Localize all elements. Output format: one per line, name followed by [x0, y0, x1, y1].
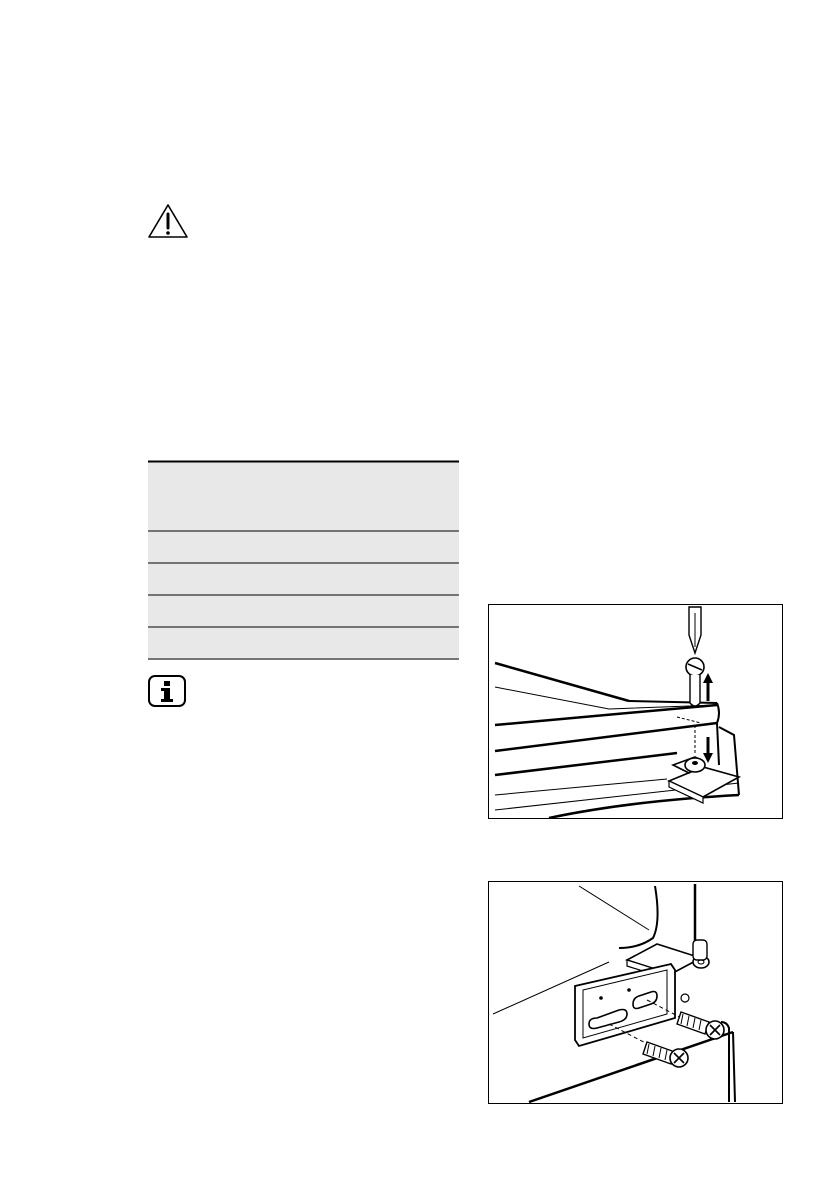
warning-icon	[147, 203, 189, 239]
hinge-bracket-screws-figure	[488, 881, 783, 1104]
door-hinge-pin-removal-figure	[488, 604, 783, 819]
data-table	[148, 460, 459, 660]
info-icon	[147, 674, 187, 708]
